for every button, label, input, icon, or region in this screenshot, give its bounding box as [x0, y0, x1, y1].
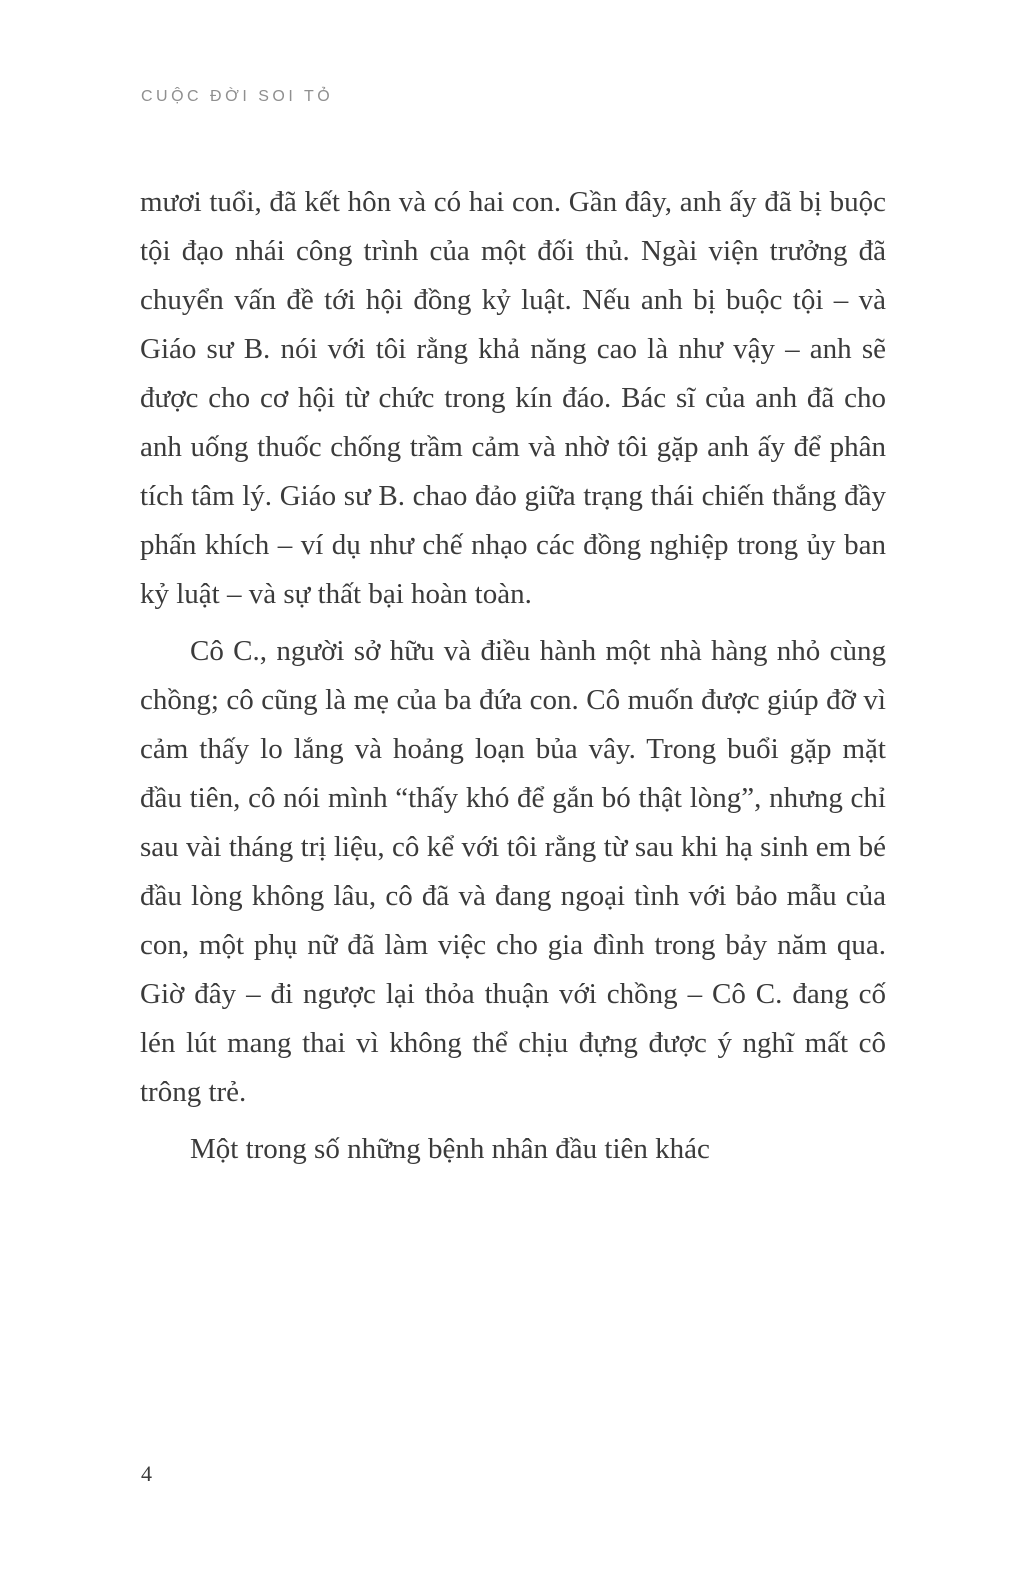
body-text — [140, 178, 886, 1182]
paragraph: Một trong số những bệnh nhân đầu tiên khác — [190, 1133, 710, 1165]
paragraph-continuation: mươi tuổi, đã kết hôn và có hai con. Gần đây, anh ấy đã bị buộc tội đạo nhái công trình của một đối thủ. Ngài viện trưởng đã chuyển vấn đề tới hội đồng kỷ luật. Nếu anh bị buộc tội – và Giáo sư B. nói với tôi rằng khả năng cao là như vậy – anh sẽ được cho cơ hội từ chức trong kín đáo. Bác sĩ của anh đã cho anh uống thuốc chống trầm cảm và nhờ tôi gặp anh ấy để phân tích tâm lý. Giáo sư B. chao đảo giữa trạng thái chiến thắng đầy phấn khích – ví dụ như chế nhạo các đồng nghiệp trong ủy ban kỷ luật – và sự thất bại hoàn toàn. — [140, 186, 886, 610]
running-header: CUỘC ĐỜI SOI TỎ — [141, 88, 334, 105]
page-number: 4 — [141, 1461, 152, 1486]
paragraph: Cô C., người sở hữu và điều hành một nhà hàng nhỏ cùng chồng; cô cũng là mẹ của ba đứa con. Cô muốn được giúp đỡ vì cảm thấy lo lắng và hoảng loạn bủa vây. Trong buổi gặp mặt đầu tiên, cô nói mình “thấy khó để gắn bó thật lòng”, nhưng chỉ sau vài tháng trị liệu, cô kể với tôi rằng từ sau khi hạ sinh em bé đầu lòng không lâu, cô đã và đang ngoại tình với bảo mẫu của con, một phụ nữ đã làm việc cho gia đình trong bảy năm qua. Giờ đây – đi ngược lại thỏa thuận với chồng – Cô C. đang cố lén lút mang thai vì không thể chịu đựng được ý nghĩ mất cô trông trẻ. — [140, 635, 886, 1108]
